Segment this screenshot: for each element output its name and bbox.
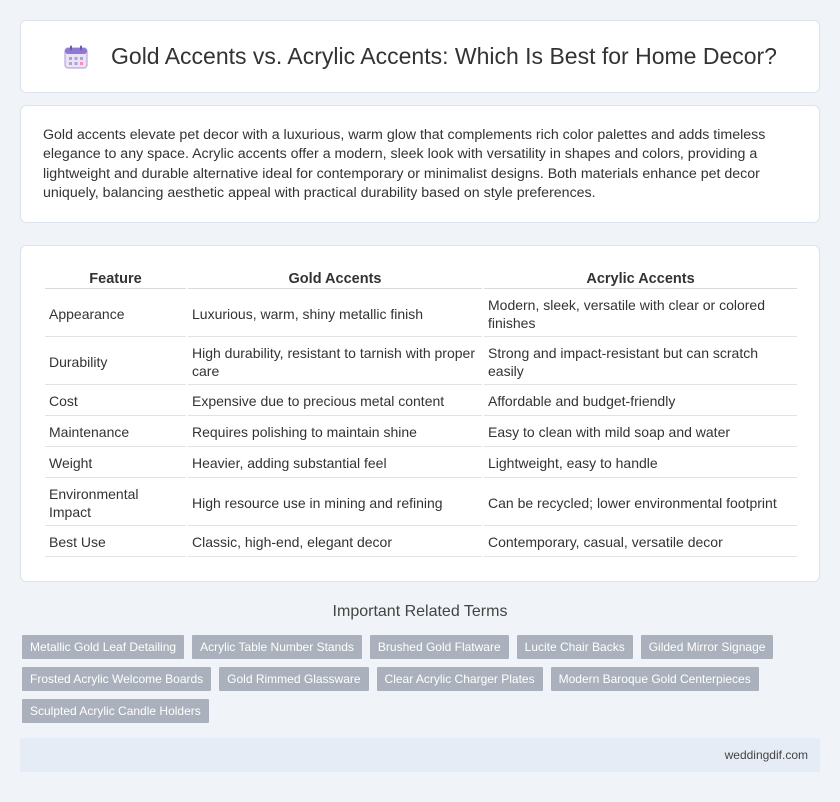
table-row — [45, 418, 797, 447]
related-terms-list — [22, 635, 822, 731]
cell-feature: Weight — [45, 449, 186, 478]
cell-gold: Classic, high-end, elegant decor — [188, 528, 482, 557]
cell-acrylic: Modern, sleek, versatile with clear or colored finishes — [484, 291, 797, 337]
cell-acrylic: Affordable and budget-friendly — [484, 387, 797, 416]
cell-feature: Best Use — [45, 528, 186, 557]
page-title: Gold Accents vs. Acrylic Accents: Which Is Best for Home Decor? — [111, 43, 777, 69]
calendar-icon — [63, 44, 89, 70]
table-header-row — [45, 270, 797, 289]
cell-acrylic: Strong and impact-resistant but can scratch easily — [484, 339, 797, 385]
comparison-table — [43, 268, 799, 559]
cell-feature: Maintenance — [45, 418, 186, 447]
table-row — [45, 387, 797, 416]
comparison-card — [20, 245, 820, 582]
cell-acrylic: Easy to clean with mild soap and water — [484, 418, 797, 447]
table-row — [45, 291, 797, 337]
related-term-tag[interactable]: Gold Rimmed Glassware — [219, 667, 368, 691]
cell-feature: Appearance — [45, 291, 186, 337]
cell-gold: High resource use in mining and refining — [188, 480, 482, 526]
intro-paragraph: Gold accents elevate pet decor with a luxurious, warm glow that complements rich color palettes and adds timeless elegance to any space. Acrylic accents offer a modern, sleek look with versatility in shapes and colors, providing a lightweight and durable alternative ideal for contemporary or minimalist designs. Both materials enhance pet decor uniquely, balancing aesthetic appeal with practical durability based on style preferences. — [43, 127, 766, 202]
cell-gold: Requires polishing to maintain shine — [188, 418, 482, 447]
related-term-tag[interactable]: Brushed Gold Flatware — [370, 635, 509, 659]
intro-card — [20, 105, 820, 223]
cell-gold: Luxurious, warm, shiny metallic finish — [188, 291, 482, 337]
cell-acrylic: Can be recycled; lower environmental footprint — [484, 480, 797, 526]
table-row — [45, 480, 797, 526]
cell-feature: Durability — [45, 339, 186, 385]
related-term-tag[interactable]: Sculpted Acrylic Candle Holders — [22, 699, 209, 723]
header-feature: Feature — [45, 270, 186, 289]
related-term-tag[interactable]: Gilded Mirror Signage — [641, 635, 774, 659]
table-row — [45, 528, 797, 557]
cell-feature: Cost — [45, 387, 186, 416]
related-terms-title: Important Related Terms — [332, 603, 508, 620]
footer-site-link[interactable]: weddingdif.com — [724, 748, 808, 762]
cell-gold: Heavier, adding substantial feel — [188, 449, 482, 478]
table-row — [45, 449, 797, 478]
related-term-tag[interactable]: Clear Acrylic Charger Plates — [377, 667, 543, 691]
header-gold: Gold Accents — [188, 270, 482, 289]
cell-feature: Environmental Impact — [45, 480, 186, 526]
related-term-tag[interactable]: Frosted Acrylic Welcome Boards — [22, 667, 211, 691]
related-term-tag[interactable]: Metallic Gold Leaf Detailing — [22, 635, 184, 659]
cell-gold: High durability, resistant to tarnish with proper care — [188, 339, 482, 385]
cell-acrylic: Contemporary, casual, versatile decor — [484, 528, 797, 557]
footer — [20, 738, 820, 772]
cell-gold: Expensive due to precious metal content — [188, 387, 482, 416]
related-term-tag[interactable]: Lucite Chair Backs — [517, 635, 633, 659]
related-term-tag[interactable]: Modern Baroque Gold Centerpieces — [551, 667, 759, 691]
header-card — [20, 20, 820, 93]
table-row — [45, 339, 797, 385]
header-acrylic: Acrylic Accents — [484, 270, 797, 289]
related-term-tag[interactable]: Acrylic Table Number Stands — [192, 635, 362, 659]
cell-acrylic: Lightweight, easy to handle — [484, 449, 797, 478]
